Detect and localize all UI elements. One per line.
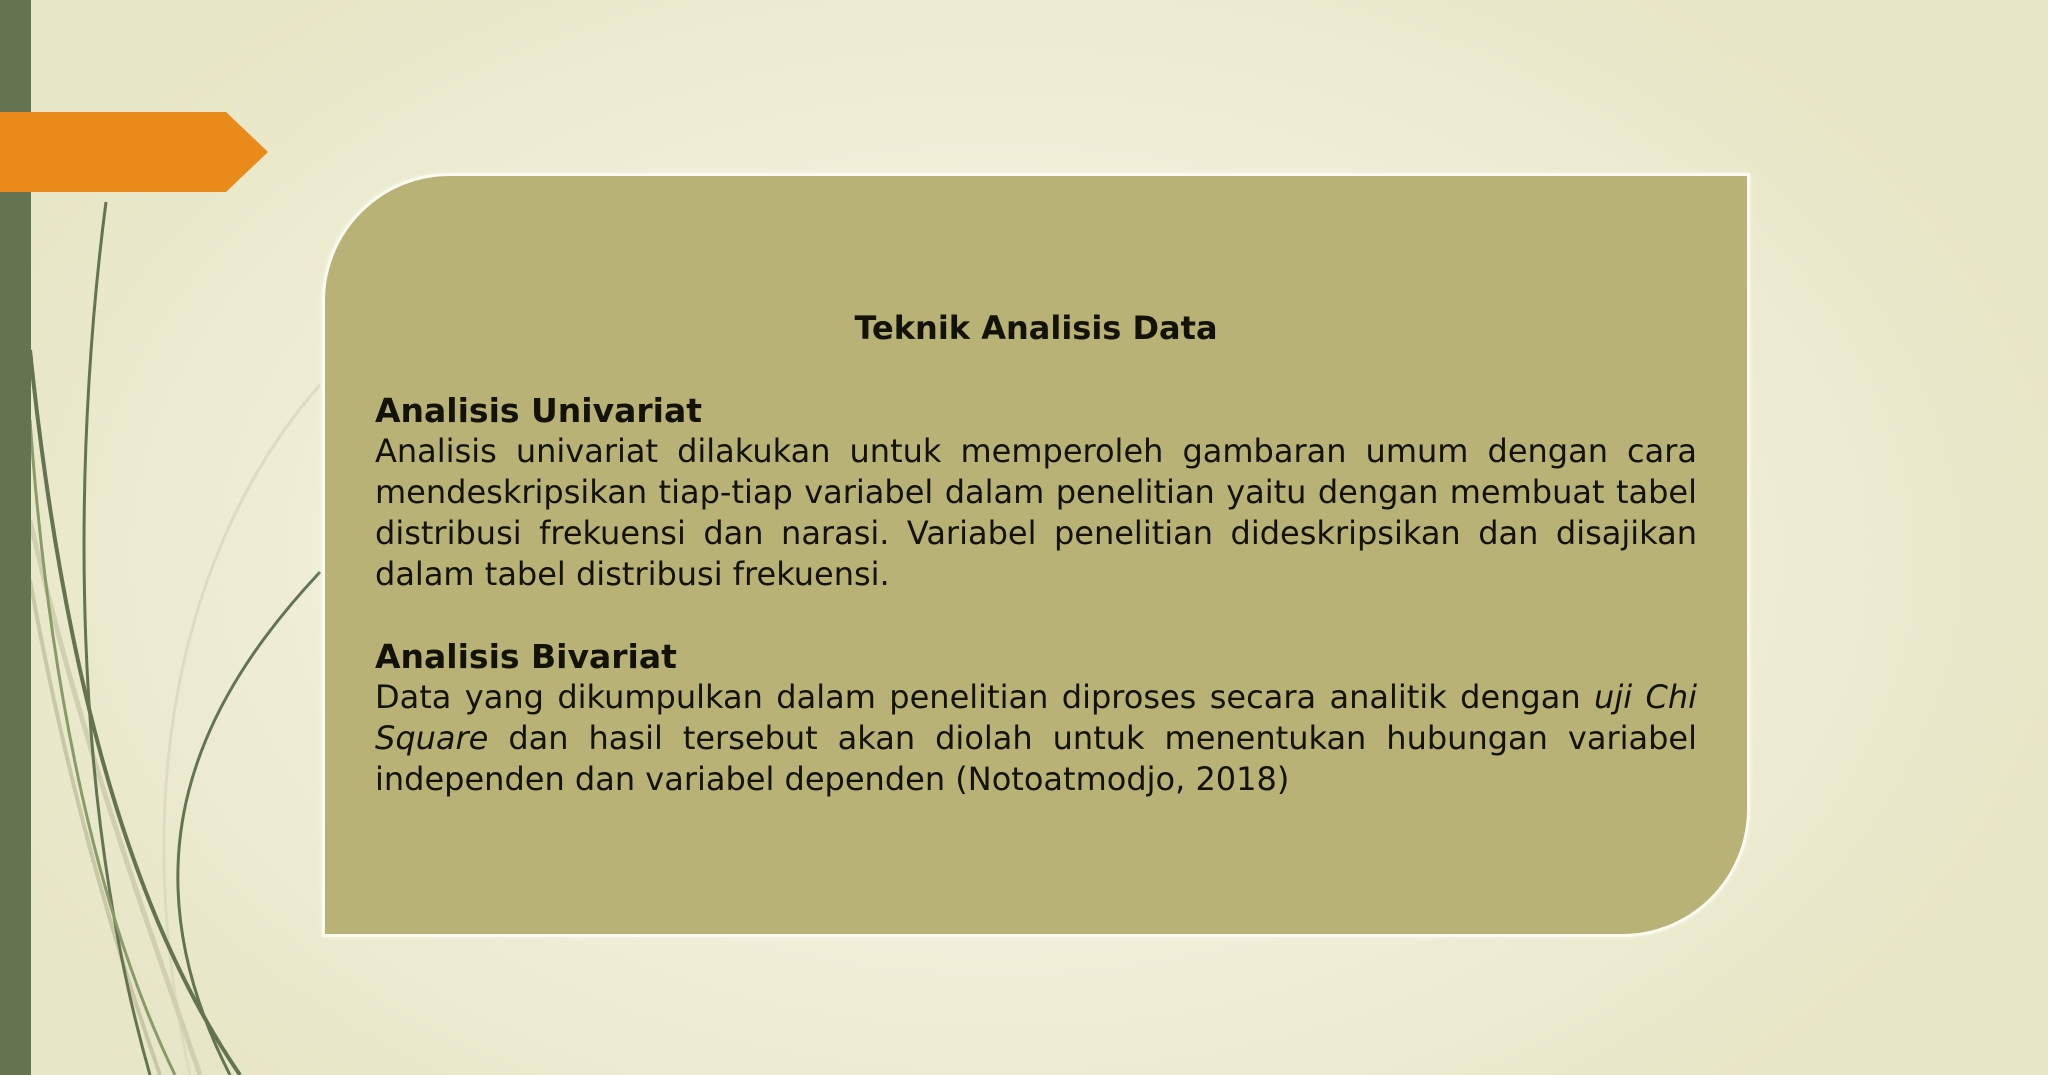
bivariat-text-end: dan hasil tersebut akan diolah untuk menentukan hubungan variabel independen dan variabel dependen (Notoatmodjo, 2018) (375, 719, 1697, 798)
slide-title: Teknik Analisis Data (854, 309, 1218, 347)
bivariat-text-italic: uji Chi Square (375, 678, 1698, 757)
content-text (375, 308, 1697, 800)
orange-arrow-tab (0, 112, 270, 192)
section-body-bivariat (375, 677, 1697, 800)
spacer (375, 595, 1697, 636)
section-body-univariat: Analisis univariat dilakukan untuk memperoleh gambaran umum dengan cara mendeskripsikan tiap-tiap variabel dalam penelitian yaitu dengan membuat tabel distribusi frekuensi dan narasi. Variabel penelitian dideskripsikan dan disajikan dalam tabel distribusi frekuensi. (375, 432, 1697, 593)
section-heading-univariat: Analisis Univariat (375, 391, 703, 430)
bivariat-text-start: Data yang dikumpulkan dalam penelitian diproses secara analitik dengan (375, 678, 1595, 716)
section-heading-bivariat: Analisis Bivariat (375, 637, 677, 676)
